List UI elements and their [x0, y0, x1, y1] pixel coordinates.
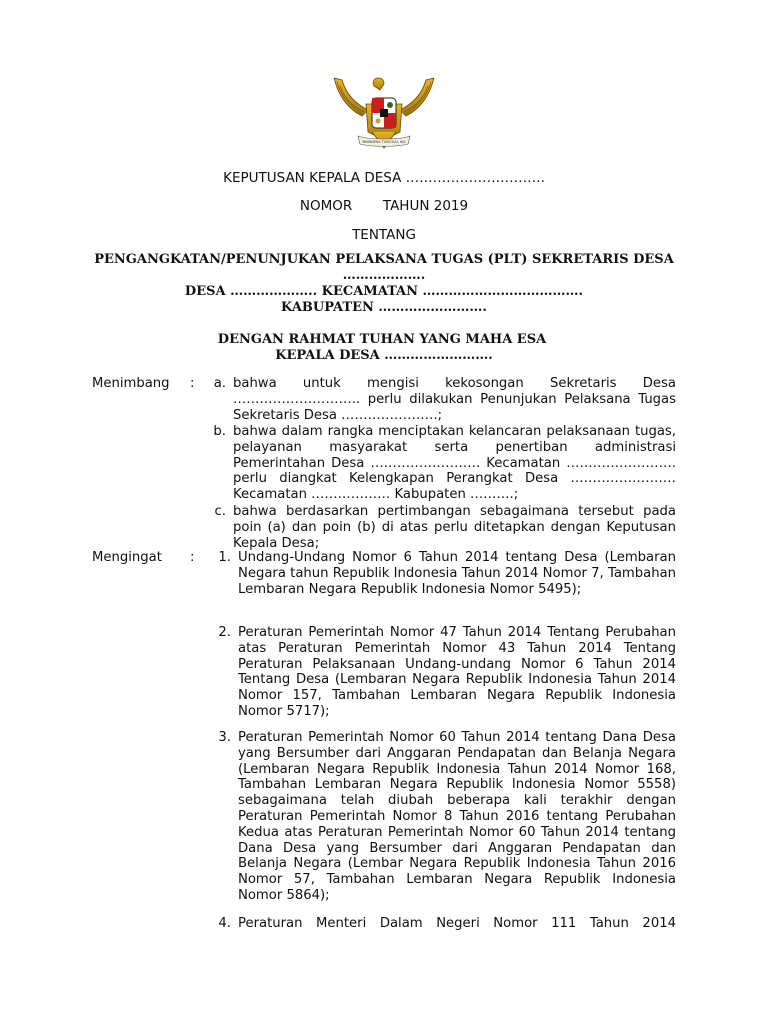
menimbang-item-b: bahwa dalam rangka menciptakan kelancaran pelaksanaan tugas, pelayanan masyarakat serta penertiban administrasi Pemerintahan Desa ……………………. Kecamatan ……………………. perlu diangkat Kelengkapan Perangkat Desa …………………… Kecamatan ……………… Kabupaten ……….;	[233, 424, 676, 503]
menimbang-item-c: bahwa berdasarkan pertimbangan sebagaimana tersebut pada poin (a) dan poin (b) di atas perlu ditetapkan dengan Keputusan Kepala Desa;	[233, 504, 676, 551]
preamble-line-2: KEPALA DESA …………………….	[275, 348, 493, 363]
nomor-line	[0, 198, 768, 214]
mengingat-item-4: Peraturan Menteri Dalam Negeri Nomor 111 Tahun 2014	[238, 916, 676, 931]
mengingat-item-1: Undang-Undang Nomor 6 Tahun 2014 tentang Desa (Lembaran Negara tahun Republik Indonesia Tahun 2014 Nomor 7, Tambahan Lembaran Negara Republik Indonesia Nomor 5495);	[238, 550, 676, 597]
menimbang-marker-a: a.	[213, 376, 226, 391]
mengingat-marker-3: 3.	[218, 730, 231, 745]
mengingat-item-3: Peraturan Pemerintah Nomor 60 Tahun 2014 tentang Dana Desa yang Bersumber dari Anggaran Pendapatan dan Belanja Negara (Lembaran Negara Republik Indonesia Tahun 2014 Nomor 168, Tambahan Lembaran Negara Republik Indonesia Nomor 5558) sebagaimana telah diubah beberapa kali terakhir dengan Peraturan Pemerintah Nomor 8 Tahun 2016 tentang Perubahan Kedua atas Peraturan Pemerintah Nomor 60 Tahun 2014 tentang Dana Desa yang Bersumber dari Anggaran Pendapatan dan Belanja Negara (Lembar Negara Republik Indonesia Tahun 2016 Nomor 57, Tambahan Lembaran Negara Republik Indonesia Nomor 5864);	[238, 730, 676, 903]
subject-line-4: KABUPATEN …………………….	[281, 300, 487, 315]
subject-line-2: ……………….	[342, 268, 426, 283]
menimbang-item-a: bahwa untuk mengisi kekosongan Sekretaris Desa ……………………….. perlu dilakukan Penunjukan Pelaksana Tugas Sekretaris Desa ………………….;	[233, 376, 676, 423]
menimbang-label: Menimbang	[92, 376, 170, 391]
preamble-line-1: DENGAN RAHMAT TUHAN YANG MAHA ESA	[217, 332, 547, 347]
garuda-emblem	[328, 74, 440, 152]
mengingat-marker-4: 4.	[218, 916, 231, 931]
subject-line-1: PENGANGKATAN/PENUNJUKAN PELAKSANA TUGAS (PLT) SEKRETARIS DESA	[94, 252, 674, 267]
tahun-label: TAHUN 2019	[382, 198, 469, 214]
menimbang-marker-b: b.	[213, 424, 226, 439]
mengingat-colon: :	[190, 550, 195, 565]
nomor-label: NOMOR	[299, 198, 353, 214]
menimbang-marker-c: c.	[214, 504, 226, 519]
mengingat-marker-1: 1.	[218, 550, 231, 565]
tentang-label: TENTANG	[352, 227, 416, 243]
mengingat-item-2: Peraturan Pemerintah Nomor 47 Tahun 2014 Tentang Perubahan atas Peraturan Pemerintah Nomor 43 Tahun 2014 Tentang Peraturan Pelaksanaan Undang-undang Nomor 6 Tahun 2014 Tentang Desa (Lembaran Negara Republik Indonesia Tahun 2014 Nomor 157, Tambahan Lembaran Negara Republik Indonesia Nomor 5717);	[238, 625, 676, 719]
subject-line-3: DESA ……………….. KECAMATAN ……………………………….	[184, 284, 584, 299]
mengingat-label: Mengingat	[92, 550, 162, 565]
document-title: KEPUTUSAN KEPALA DESA ………………………….	[223, 170, 545, 186]
mengingat-marker-2: 2.	[218, 625, 231, 640]
menimbang-colon: :	[190, 376, 195, 391]
emblem-caption: BHINNEKA TUNGGAL IKA	[362, 140, 406, 144]
